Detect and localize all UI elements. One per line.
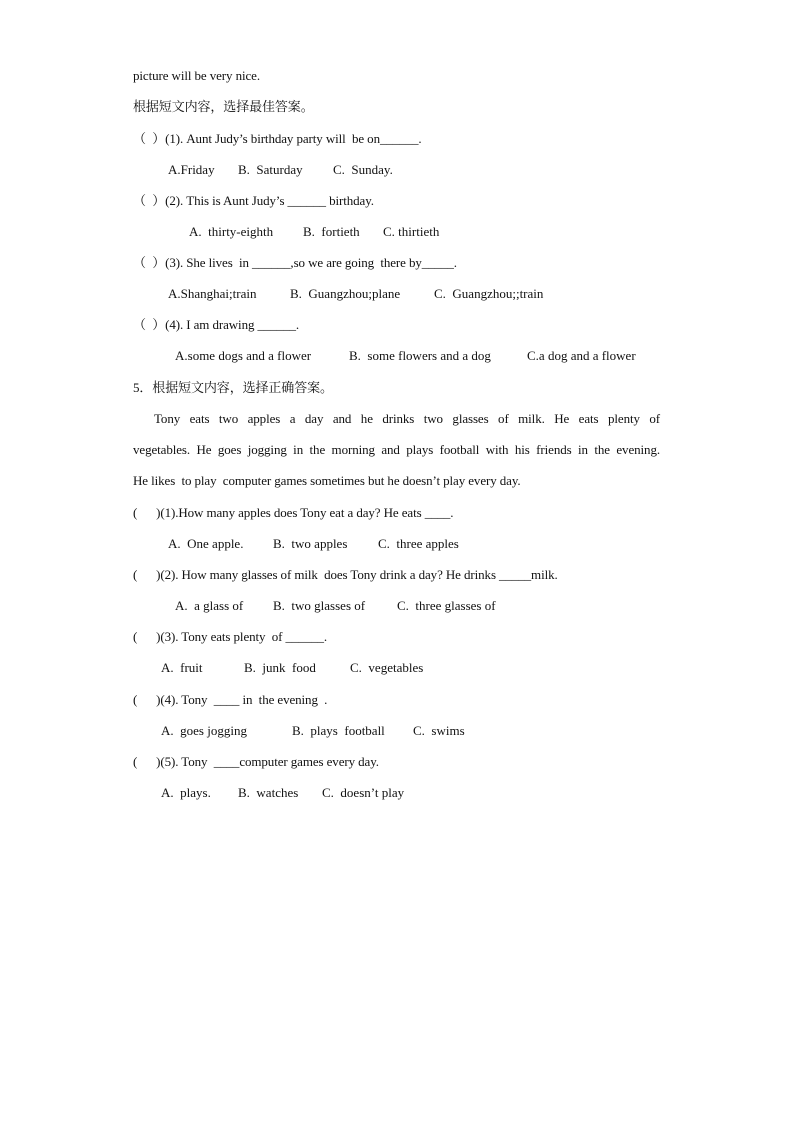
s4-question-2: （ ）(2). This is Aunt Judy’s ______ birthday. bbox=[133, 193, 374, 208]
s5-q5-option-a: A. plays. bbox=[161, 785, 211, 800]
s4-question-1: （ ）(1). Aunt Judy’s birthday party will be on______. bbox=[133, 131, 422, 146]
s5-question-1: ( )(1).How many apples does Tony eat a day? He eats ____. bbox=[133, 505, 454, 520]
s5-q5-option-b: B. watches bbox=[238, 785, 299, 800]
s5-q4-option-c: C. swims bbox=[413, 723, 465, 738]
section5-heading: 5．根据短文内容，选择正确答案。 bbox=[133, 380, 333, 395]
s5-q4-option-b: B. plays football bbox=[292, 723, 385, 738]
s4-question-3: （ ）(3). She lives in ______,so we are going there by_____. bbox=[133, 255, 457, 270]
s5-q4-option-a: A. goes jogging bbox=[161, 723, 247, 738]
s4-q2-option-c: C. thirtieth bbox=[383, 224, 440, 239]
s5-q1-option-c: C. three apples bbox=[378, 536, 459, 551]
s4-q2-option-a: A. thirty-eighth bbox=[189, 224, 274, 239]
s5-question-5: ( )(5). Tony ____computer games every day. bbox=[133, 754, 379, 769]
section4-instruction: 根据短文内容，选择最佳答案。 bbox=[133, 99, 314, 114]
s5-q3-option-b: B. junk food bbox=[244, 660, 316, 675]
s5-question-3: ( )(3). Tony eats plenty of ______. bbox=[133, 629, 328, 644]
passage-line-3: He likes to play computer games sometimes but he doesn’t play every day. bbox=[133, 473, 521, 488]
s5-q2-option-b: B. two glasses of bbox=[273, 598, 366, 613]
s5-q5-option-c: C. doesn’t play bbox=[322, 785, 405, 800]
s5-q1-option-b: B. two apples bbox=[273, 536, 348, 551]
s5-q2-option-a: A. a glass of bbox=[175, 598, 244, 613]
s5-question-2: ( )(2). How many glasses of milk does Tony drink a day? He drinks _____milk. bbox=[133, 567, 558, 582]
s4-q4-option-c: C.a dog and a flower bbox=[527, 348, 636, 363]
s4-q2-option-b: B. fortieth bbox=[303, 224, 360, 239]
s5-q1-option-a: A. One apple. bbox=[168, 536, 244, 551]
passage-line-1: Tony eats two apples a day and he drinks two glasses of milk. He eats plenty of bbox=[154, 411, 660, 426]
s5-q2-option-c: C. three glasses of bbox=[397, 598, 496, 613]
passage-line-2: vegetables. He goes jogging in the morning and plays football with his friends in the evening. bbox=[133, 442, 660, 457]
s5-question-4: ( )(4). Tony ____ in the evening . bbox=[133, 692, 328, 707]
s4-q1-option-a: A.Friday bbox=[168, 162, 215, 177]
s4-q3-option-b: B. Guangzhou;plane bbox=[290, 286, 401, 301]
s4-q4-option-a: A.some dogs and a flower bbox=[175, 348, 312, 363]
passage-continuation: picture will be very nice. bbox=[133, 68, 260, 83]
s4-q3-option-a: A.Shanghai;train bbox=[168, 286, 257, 301]
s4-q3-option-c: C. Guangzhou;;train bbox=[434, 286, 544, 301]
s4-question-4: （ ）(4). I am drawing ______. bbox=[133, 317, 300, 332]
s4-q1-option-b: B. Saturday bbox=[238, 162, 303, 177]
s5-q3-option-a: A. fruit bbox=[161, 660, 203, 675]
s4-q1-option-c: C. Sunday. bbox=[333, 162, 393, 177]
s5-q3-option-c: C. vegetables bbox=[350, 660, 424, 675]
s4-q4-option-b: B. some flowers and a dog bbox=[349, 348, 491, 363]
